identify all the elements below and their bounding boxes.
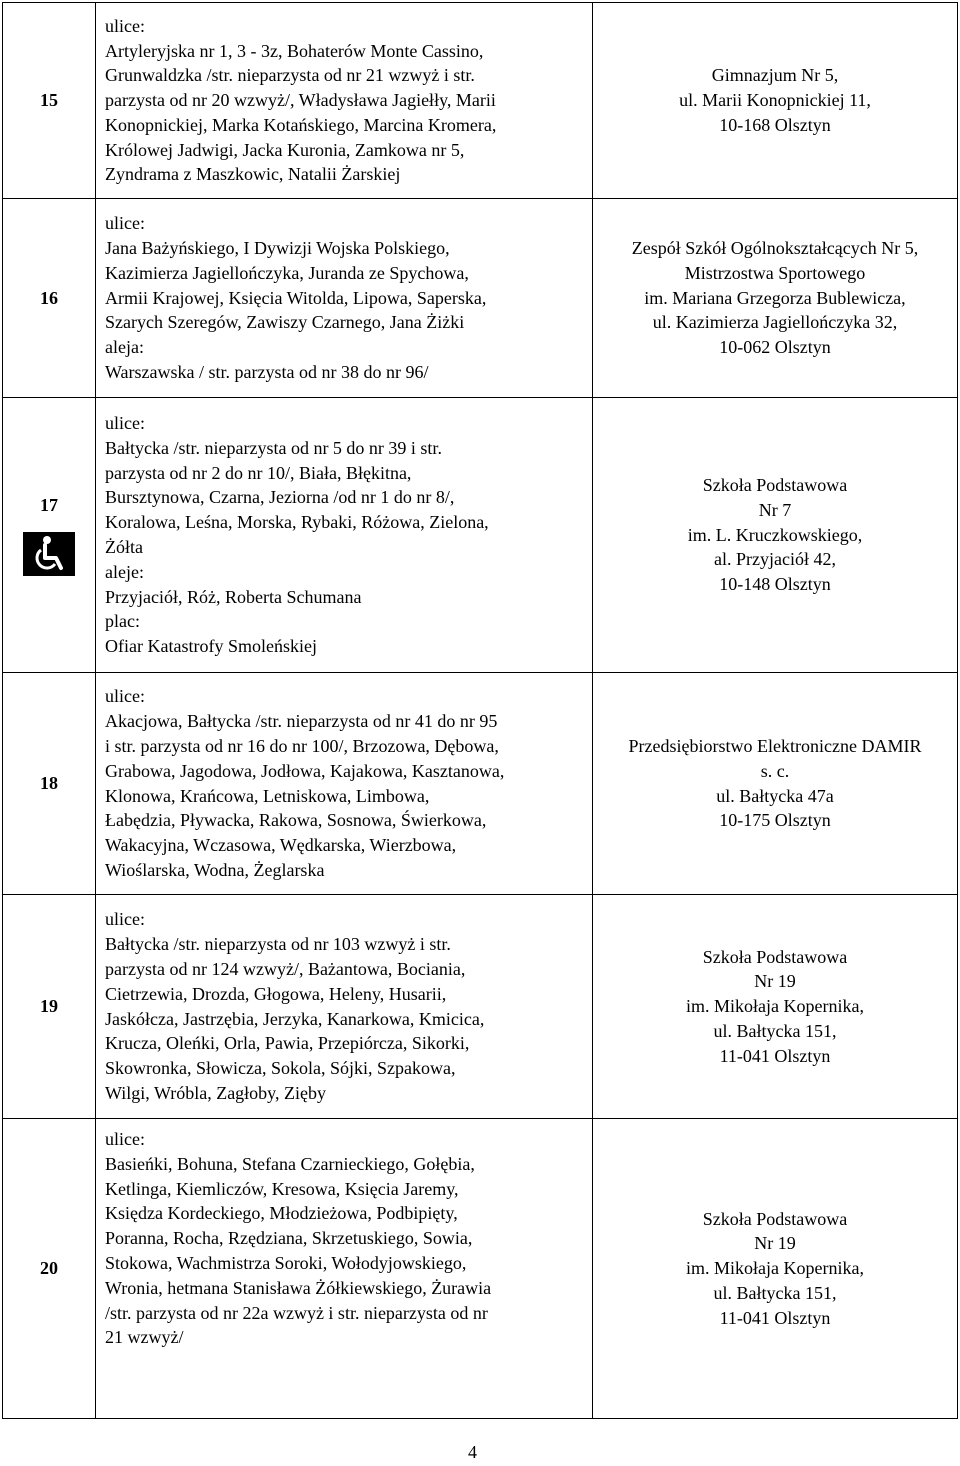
polling-station: Gimnazjum Nr 5, ul. Marii Konopnickiej 11, 10-168 Olsztyn xyxy=(593,3,958,199)
district-number: 15 xyxy=(3,3,96,199)
street-list: ulice: Artyleryjska nr 1, 3 - 3z, Bohaterów Monte Cassino, Grunwaldzka /str. nieparzysta od nr 21 wzwyż i str. parzysta od nr 20 wzwyż/, Władysława Jagiełły, Marii Konopnickiej, Marka Kotańskiego, Marcina Kromera, Królowej Jadwigi, Jacka Kuronia, Zamkowa nr 5, Zyndrama z Maszkowic, Natalii Żarskiej xyxy=(96,3,593,199)
table-row xyxy=(3,398,958,673)
polling-station: Przedsiębiorstwo Elektroniczne DAMIR s. c. ul. Bałtycka 47a 10-175 Olsztyn xyxy=(593,673,958,895)
district-number: 20 xyxy=(3,1119,96,1419)
table-row xyxy=(3,1119,958,1419)
street-list: ulice: Basieńki, Bohuna, Stefana Czarnieckiego, Gołębia, Ketlinga, Kiemliczów, Kresowa, Księcia Jaremy, Księdza Kordeckiego, Młodzieżowa, Podbipięty, Poranna, Rocha, Rzędziana, Skrzetuskiego, Sowia, Stokowa, Wachmistrza Soroki, Wołodyjowskiego, Wronia, hetmana Stanisława Żółkiewskiego, Żurawia /str. parzysta od nr 22a wzwyż i str. nieparzysta od nr 21 wzwyż/ xyxy=(96,1119,593,1419)
district-number: 16 xyxy=(3,199,96,398)
table-row xyxy=(3,895,958,1119)
wheelchair-icon xyxy=(23,532,75,576)
district-table xyxy=(2,2,958,1419)
polling-station: Zespół Szkół Ogólnokształcących Nr 5, Mistrzostwa Sportowego im. Mariana Grzegorza Bublewicza, ul. Kazimierza Jagiellończyka 32, 10-062 Olsztyn xyxy=(593,199,958,398)
polling-station: Szkoła Podstawowa Nr 19 im. Mikołaja Kopernika, ul. Bałtycka 151, 11-041 Olsztyn xyxy=(593,1119,958,1419)
table-row xyxy=(3,673,958,895)
street-list: ulice: Bałtycka /str. nieparzysta od nr 5 do nr 39 i str. parzysta od nr 2 do nr 10/, Biała, Błękitna, Bursztynowa, Czarna, Jeziorna /od nr 1 do nr 8/, Koralowa, Leśna, Morska, Rybaki, Różowa, Zielona, Żółta aleje: Przyjaciół, Róż, Roberta Schumana plac: Ofiar Katastrofy Smoleńskiej xyxy=(96,398,593,673)
street-list: ulice: Bałtycka /str. nieparzysta od nr 103 wzwyż i str. parzysta od nr 124 wzwyż/, Bażantowa, Bociania, Cietrzewia, Drozda, Głogowa, Heleny, Husarii, Jaskółcza, Jastrzębia, Jerzyka, Kanarkowa, Kmicica, Krucza, Oleńki, Orla, Pawia, Przepiórcza, Sikorki, Skowronka, Słowicza, Sokola, Sójki, Szpakowa, Wilgi, Wróbla, Zagłoby, Zięby xyxy=(96,895,593,1119)
polling-station: Szkoła Podstawowa Nr 19 im. Mikołaja Kopernika, ul. Bałtycka 151, 11-041 Olsztyn xyxy=(593,895,958,1119)
district-number: 17 xyxy=(40,494,58,515)
polling-station: Szkoła Podstawowa Nr 7 im. L. Kruczkowskiego, al. Przyjaciół 42, 10-148 Olsztyn xyxy=(593,398,958,673)
street-list: ulice: Akacjowa, Bałtycka /str. nieparzysta od nr 41 do nr 95 i str. parzysta od nr 16 do nr 100/, Brzozowa, Dębowa, Grabowa, Jagodowa, Jodłowa, Kajakowa, Kasztanowa, Klonowa, Krańcowa, Letniskowa, Limbowa, Łabędzia, Pływacka, Rakowa, Sosnowa, Świerkowa, Wakacyjna, Wczasowa, Wędkarska, Wierzbowa, Wioślarska, Wodna, Żeglarska xyxy=(96,673,593,895)
district-number: 18 xyxy=(3,673,96,895)
district-number-cell xyxy=(3,398,96,673)
table-row xyxy=(3,3,958,199)
street-list: ulice: Jana Bażyńskiego, I Dywizji Wojska Polskiego, Kazimierza Jagiellończyka, Juranda ze Spychowa, Armii Krajowej, Księcia Witolda, Lipowa, Saperska, Szarych Szeregów, Zawiszy Czarnego, Jana Żiżki aleja: Warszawska / str. parzysta od nr 38 do nr 96/ xyxy=(96,199,593,398)
district-number: 19 xyxy=(3,895,96,1119)
table-row xyxy=(3,199,958,398)
page-number: 4 xyxy=(468,1442,477,1462)
